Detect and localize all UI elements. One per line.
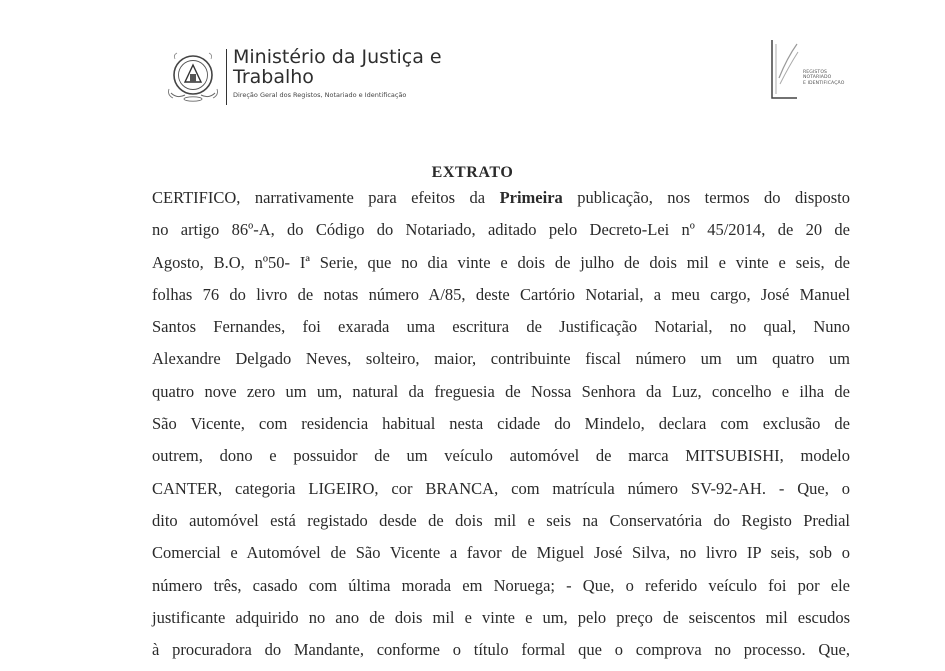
body-line-1-start: CERTIFICO, narrativamente para efeitos da xyxy=(152,188,500,207)
registos-logo-text: REGISTOS NOTARIADO E IDENTIFICAÇÃO xyxy=(803,70,845,86)
extract-body xyxy=(152,182,850,666)
body-line-11: dito automóvel está registado desde de dois mil e seis na Conservatória do Registo Predial xyxy=(152,510,850,530)
body-line-9: outrem, dono e possuidor de um veículo automóvel de marca MITSUBISHI, modelo xyxy=(152,446,850,466)
document-title: EXTRATO xyxy=(431,164,514,181)
body-line-6: Alexandre Delgado Neves, solteiro, maior, contribuinte fiscal número um um quatro um xyxy=(152,349,850,369)
body-line-15: à procuradora do Mandante, conforme o título formal que o comprova no processo. Que, xyxy=(152,640,850,660)
body-line-3: Agosto, B.O, nº50- Iª Serie, que no dia vinte e dois de julho de dois mil e vinte e seis, de xyxy=(152,252,850,272)
body-line-2: no artigo 86º-A, do Código do Notariado, aditado pelo Decreto-Lei nº 45/2014, de 20 de xyxy=(152,220,850,240)
ministry-subtitle: Direção Geral dos Registos, Notariado e Identificação xyxy=(233,91,407,99)
ministry-name-line-2: Trabalho xyxy=(233,66,314,88)
body-line-5: Santos Fernandes, foi exarada uma escritura de Justificação Notarial, no qual, Nuno xyxy=(152,317,850,337)
body-line-8: São Vicente, com residencia habitual nesta cidade do Mindelo, declara com exclusão de xyxy=(152,414,850,434)
registos-logo-icon xyxy=(767,38,801,102)
header-divider xyxy=(226,49,227,105)
national-emblem-icon xyxy=(163,49,223,105)
body-line-1-bold: Primeira xyxy=(499,188,563,207)
body-line-7: quatro nove zero um um, natural da freguesia de Nossa Senhora da Luz, concelho e ilha de xyxy=(152,381,850,401)
body-line-13: número três, casado com última morada em Noruega; - Que, o referido veículo foi por ele xyxy=(152,575,850,595)
body-line-14: justificante adquirido no ano de dois mil e vinte e um, pelo preço de seiscentos mil escudos xyxy=(152,607,850,627)
body-line-1-end: publicação, nos termos do disposto xyxy=(562,188,850,207)
body-line-4: folhas 76 do livro de notas número A/85, deste Cartório Notarial, a meu cargo, José Manuel xyxy=(152,284,850,304)
body-line-12: Comercial e Automóvel de São Vicente a favor de Miguel José Silva, no livro IP seis, sob o xyxy=(152,543,850,563)
body-line-1 xyxy=(152,182,850,214)
body-line-10: CANTER, categoria LIGEIRO, cor BRANCA, com matrícula número SV-92-AH. - Que, o xyxy=(152,478,850,498)
ministry-title xyxy=(233,47,493,100)
ministry-name-line-1: Ministério da Justiça e xyxy=(233,46,442,68)
registos-logo xyxy=(767,38,867,102)
